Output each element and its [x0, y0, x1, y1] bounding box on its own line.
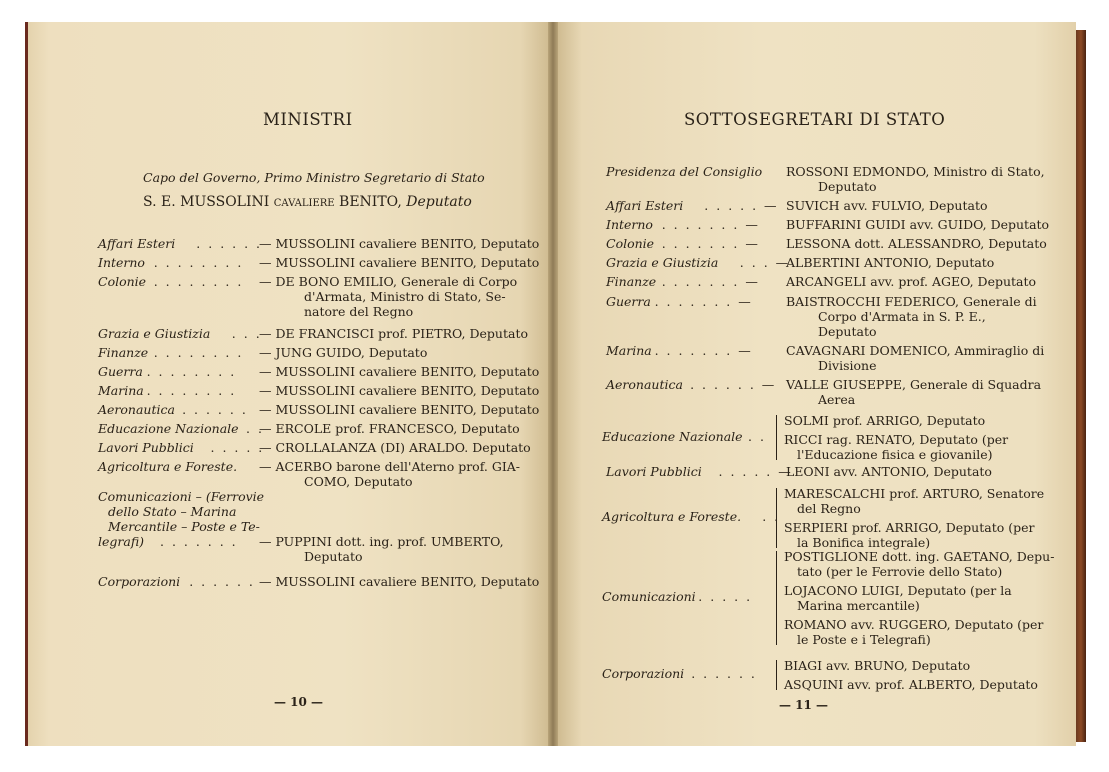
leader-dots: . . . . . . [691, 666, 757, 681]
leader-dots: . . . . . . . . [146, 383, 237, 398]
back-cover-edge [1076, 30, 1086, 742]
ministry-name: Guerra [98, 364, 143, 379]
book-spine [548, 22, 558, 746]
undersecretary-line: LEONI avv. ANTONIO, Deputato [786, 464, 992, 479]
undersecretary-line: ASQUINI avv. prof. ALBERTO, Deputato [784, 677, 1038, 692]
leader-dots: . . . . . . . . [153, 255, 244, 270]
ministry-name: Agricoltura e Foreste. [98, 459, 238, 474]
minister-line: Deputato [304, 549, 363, 564]
leader-dots: . . . — [739, 255, 791, 270]
ministry-name-continued: dello Stato – Marina [108, 504, 237, 519]
minister-line: COMO, Deputato [304, 474, 413, 489]
leader-dots: . . . . . . . — [661, 274, 760, 289]
minister-line: — DE FRANCISCI prof. PIETRO, Deputato [259, 326, 528, 341]
undersecretary-line: ROSSONI EDMONDO, Ministro di Stato, [786, 164, 1045, 179]
ministry-name: Affari Esteri [98, 236, 176, 251]
undersecretary-line: MARESCALCHI prof. ARTURO, Senatore [784, 486, 1045, 501]
leader-dots: . . . . . . . . [153, 274, 244, 289]
leader-dots: . . . . . . [189, 574, 255, 589]
leader-dots: . . . . . . — [690, 377, 777, 392]
ministry-name: Comunicazioni – (Ferrovie [98, 489, 265, 504]
ministry-name: Aeronautica [98, 402, 175, 417]
leader-dots: . . . . . . . — [654, 343, 753, 358]
leader-dots: . . . . . . . — [661, 236, 760, 251]
surname: MUSSOLINI [180, 194, 270, 210]
leader-dots: . . . . . . [196, 236, 263, 251]
undersecretary-line: SUVICH avv. FULVIO, Deputato [786, 198, 988, 213]
leader-dots: . . [748, 428, 766, 444]
undersecretary-line: l'Educazione fisica e giovanile) [797, 447, 993, 462]
undersecretary-line: tato (per le Ferrovie dello Stato) [797, 564, 1003, 579]
group-brace [776, 415, 782, 460]
undersecretary-line: la Bonifica integrale) [797, 535, 931, 550]
undersecretary-line: SERPIERI prof. ARRIGO, Deputato (per [784, 520, 1035, 535]
ministry-name-continued: Mercantile – Poste e Te- [108, 519, 260, 534]
ministry-name-continued: legrafi) [98, 534, 145, 549]
minister-line: — ACERBO barone dell'Aterno prof. GIA- [259, 459, 521, 474]
department-name: Finanze [606, 274, 657, 289]
ministry-name: Corporazioni [98, 574, 181, 589]
first-name: BENITO, [339, 194, 402, 210]
minister-line: — JUNG GUIDO, Deputato [259, 345, 428, 360]
leader-dots: . . [246, 421, 264, 436]
department-name: Interno [606, 217, 653, 232]
ministry-name: Colonie [98, 274, 147, 289]
department-name: Guerra [606, 294, 651, 309]
right-page-number: — 11 — [779, 698, 829, 712]
undersecretary-line: Deputato [818, 179, 877, 194]
minister-line: — MUSSOLINI cavaliere BENITO, Deputato [259, 255, 540, 270]
minister-line: — ERCOLE prof. FRANCESCO, Deputato [259, 421, 520, 436]
undersecretary-line: Aerea [818, 392, 856, 407]
leader-dots: . . . . . — [718, 464, 793, 479]
undersecretary-line: RICCI rag. RENATO, Deputato (per [784, 432, 1009, 447]
undersecretary-line: ALBERTINI ANTONIO, Deputato [786, 255, 995, 270]
leader-dots: . . . . . [698, 589, 753, 604]
right-page-title: SOTTOSEGRETARI DI STATO [684, 110, 946, 129]
minister-line: — MUSSOLINI cavaliere BENITO, Deputato [259, 236, 540, 251]
minister-line: — MUSSOLINI cavaliere BENITO, Deputato [259, 364, 540, 379]
ministry-name: Marina [98, 383, 144, 398]
undersecretary-line: le Poste e i Telegrafi) [797, 632, 931, 647]
minister-line: — CROLLALANZA (DI) ARALDO. Deputato [259, 440, 531, 455]
leader-dots: . . . . . . . . [153, 345, 244, 360]
ministry-name: Educazione Nazionale [98, 421, 239, 436]
head-of-government-name [143, 195, 472, 210]
department-name: Agricoltura e Foreste. [602, 509, 742, 524]
department-name: Comunicazioni [602, 589, 696, 604]
group-brace [776, 551, 782, 645]
minister-line: — MUSSOLINI cavaliere BENITO, Deputato [259, 402, 540, 417]
undersecretary-line: LESSONA dott. ALESSANDRO, Deputato [786, 236, 1047, 251]
undersecretary-line: CAVAGNARI DOMENICO, Ammiraglio di [786, 343, 1045, 358]
ministry-name: Grazia e Giustizia [98, 326, 211, 341]
department-name: Educazione Nazionale [602, 428, 743, 444]
undersecretary-line: Deputato [818, 324, 877, 339]
leader-dots: . . . . . . . [160, 534, 238, 549]
minister-line: — PUPPINI dott. ing. prof. UMBERTO, [259, 534, 504, 549]
minister-line: — DE BONO EMILIO, Generale di Corpo [259, 274, 518, 289]
undersecretary-line: BIAGI avv. BRUNO, Deputato [784, 658, 971, 673]
leader-dots: . . . . . — [704, 198, 779, 213]
undersecretary-line: LOJACONO LUIGI, Deputato (per la [784, 583, 1012, 598]
undersecretary-line: Corpo d'Armata in S. P. E., [818, 309, 986, 324]
left-page-number: — 10 — [274, 695, 324, 709]
head-of-government-title: Capo del Governo, Primo Ministro Segretario di Stato [143, 170, 485, 185]
undersecretary-line: Divisione [818, 358, 877, 373]
leader-dots: . . . . . . . — [661, 217, 760, 232]
leader-dots: . . . . . . [182, 402, 248, 417]
honorific: S. E. [143, 194, 176, 210]
undersecretary-line: SOLMI prof. ARRIGO, Deputato [784, 413, 986, 428]
undersecretary-line: BUFFARINI GUIDI avv. GUIDO, Deputato [786, 217, 1050, 232]
ministry-name: Finanze [98, 345, 149, 360]
minister-line: d'Armata, Ministro di Stato, Se- [304, 289, 506, 304]
minister-line: — MUSSOLINI cavaliere BENITO, Deputato [259, 574, 540, 589]
leader-dots: . . . [231, 326, 262, 341]
department-name: Marina [606, 343, 652, 358]
undersecretary-line: Marina mercantile) [797, 598, 920, 613]
role: Deputato [406, 194, 472, 210]
undersecretary-line: del Regno [797, 501, 861, 516]
ministry-name: Lavori Pubblici [98, 440, 194, 455]
undersecretary-line: ARCANGELI avv. prof. AGEO, Deputato [786, 274, 1037, 289]
department-name: Colonie [606, 236, 655, 251]
leader-dots: . . [762, 509, 781, 524]
title-word: cavaliere [273, 194, 335, 210]
undersecretary-line: ROMANO avv. RUGGERO, Deputato (per [784, 617, 1044, 632]
undersecretary-line: BAISTROCCHI FEDERICO, Generale di [786, 294, 1037, 309]
undersecretary-line: VALLE GIUSEPPE, Generale di Squadra [786, 377, 1042, 392]
minister-line: — MUSSOLINI cavaliere BENITO, Deputato [259, 383, 540, 398]
undersecretary-line: POSTIGLIONE dott. ing. GAETANO, Depu- [784, 549, 1055, 564]
left-page-title: MINISTRI [263, 110, 353, 129]
department-name: Aeronautica [606, 377, 683, 392]
department-name: Affari Esteri [606, 198, 684, 213]
leader-dots: . . . . . . . . [146, 364, 237, 379]
department-name: Lavori Pubblici [606, 464, 702, 479]
department-name: Corporazioni [602, 666, 685, 681]
leader-dots: . . . . . [210, 440, 265, 455]
department-name: Grazia e Giustizia [606, 255, 719, 270]
minister-line: natore del Regno [304, 304, 414, 319]
leader-dots: . . . . . . . — [654, 294, 753, 309]
group-brace [776, 488, 782, 548]
department-name: Presidenza del Consiglio [606, 164, 763, 179]
group-brace [776, 660, 782, 690]
ministry-name: Interno [98, 255, 145, 270]
